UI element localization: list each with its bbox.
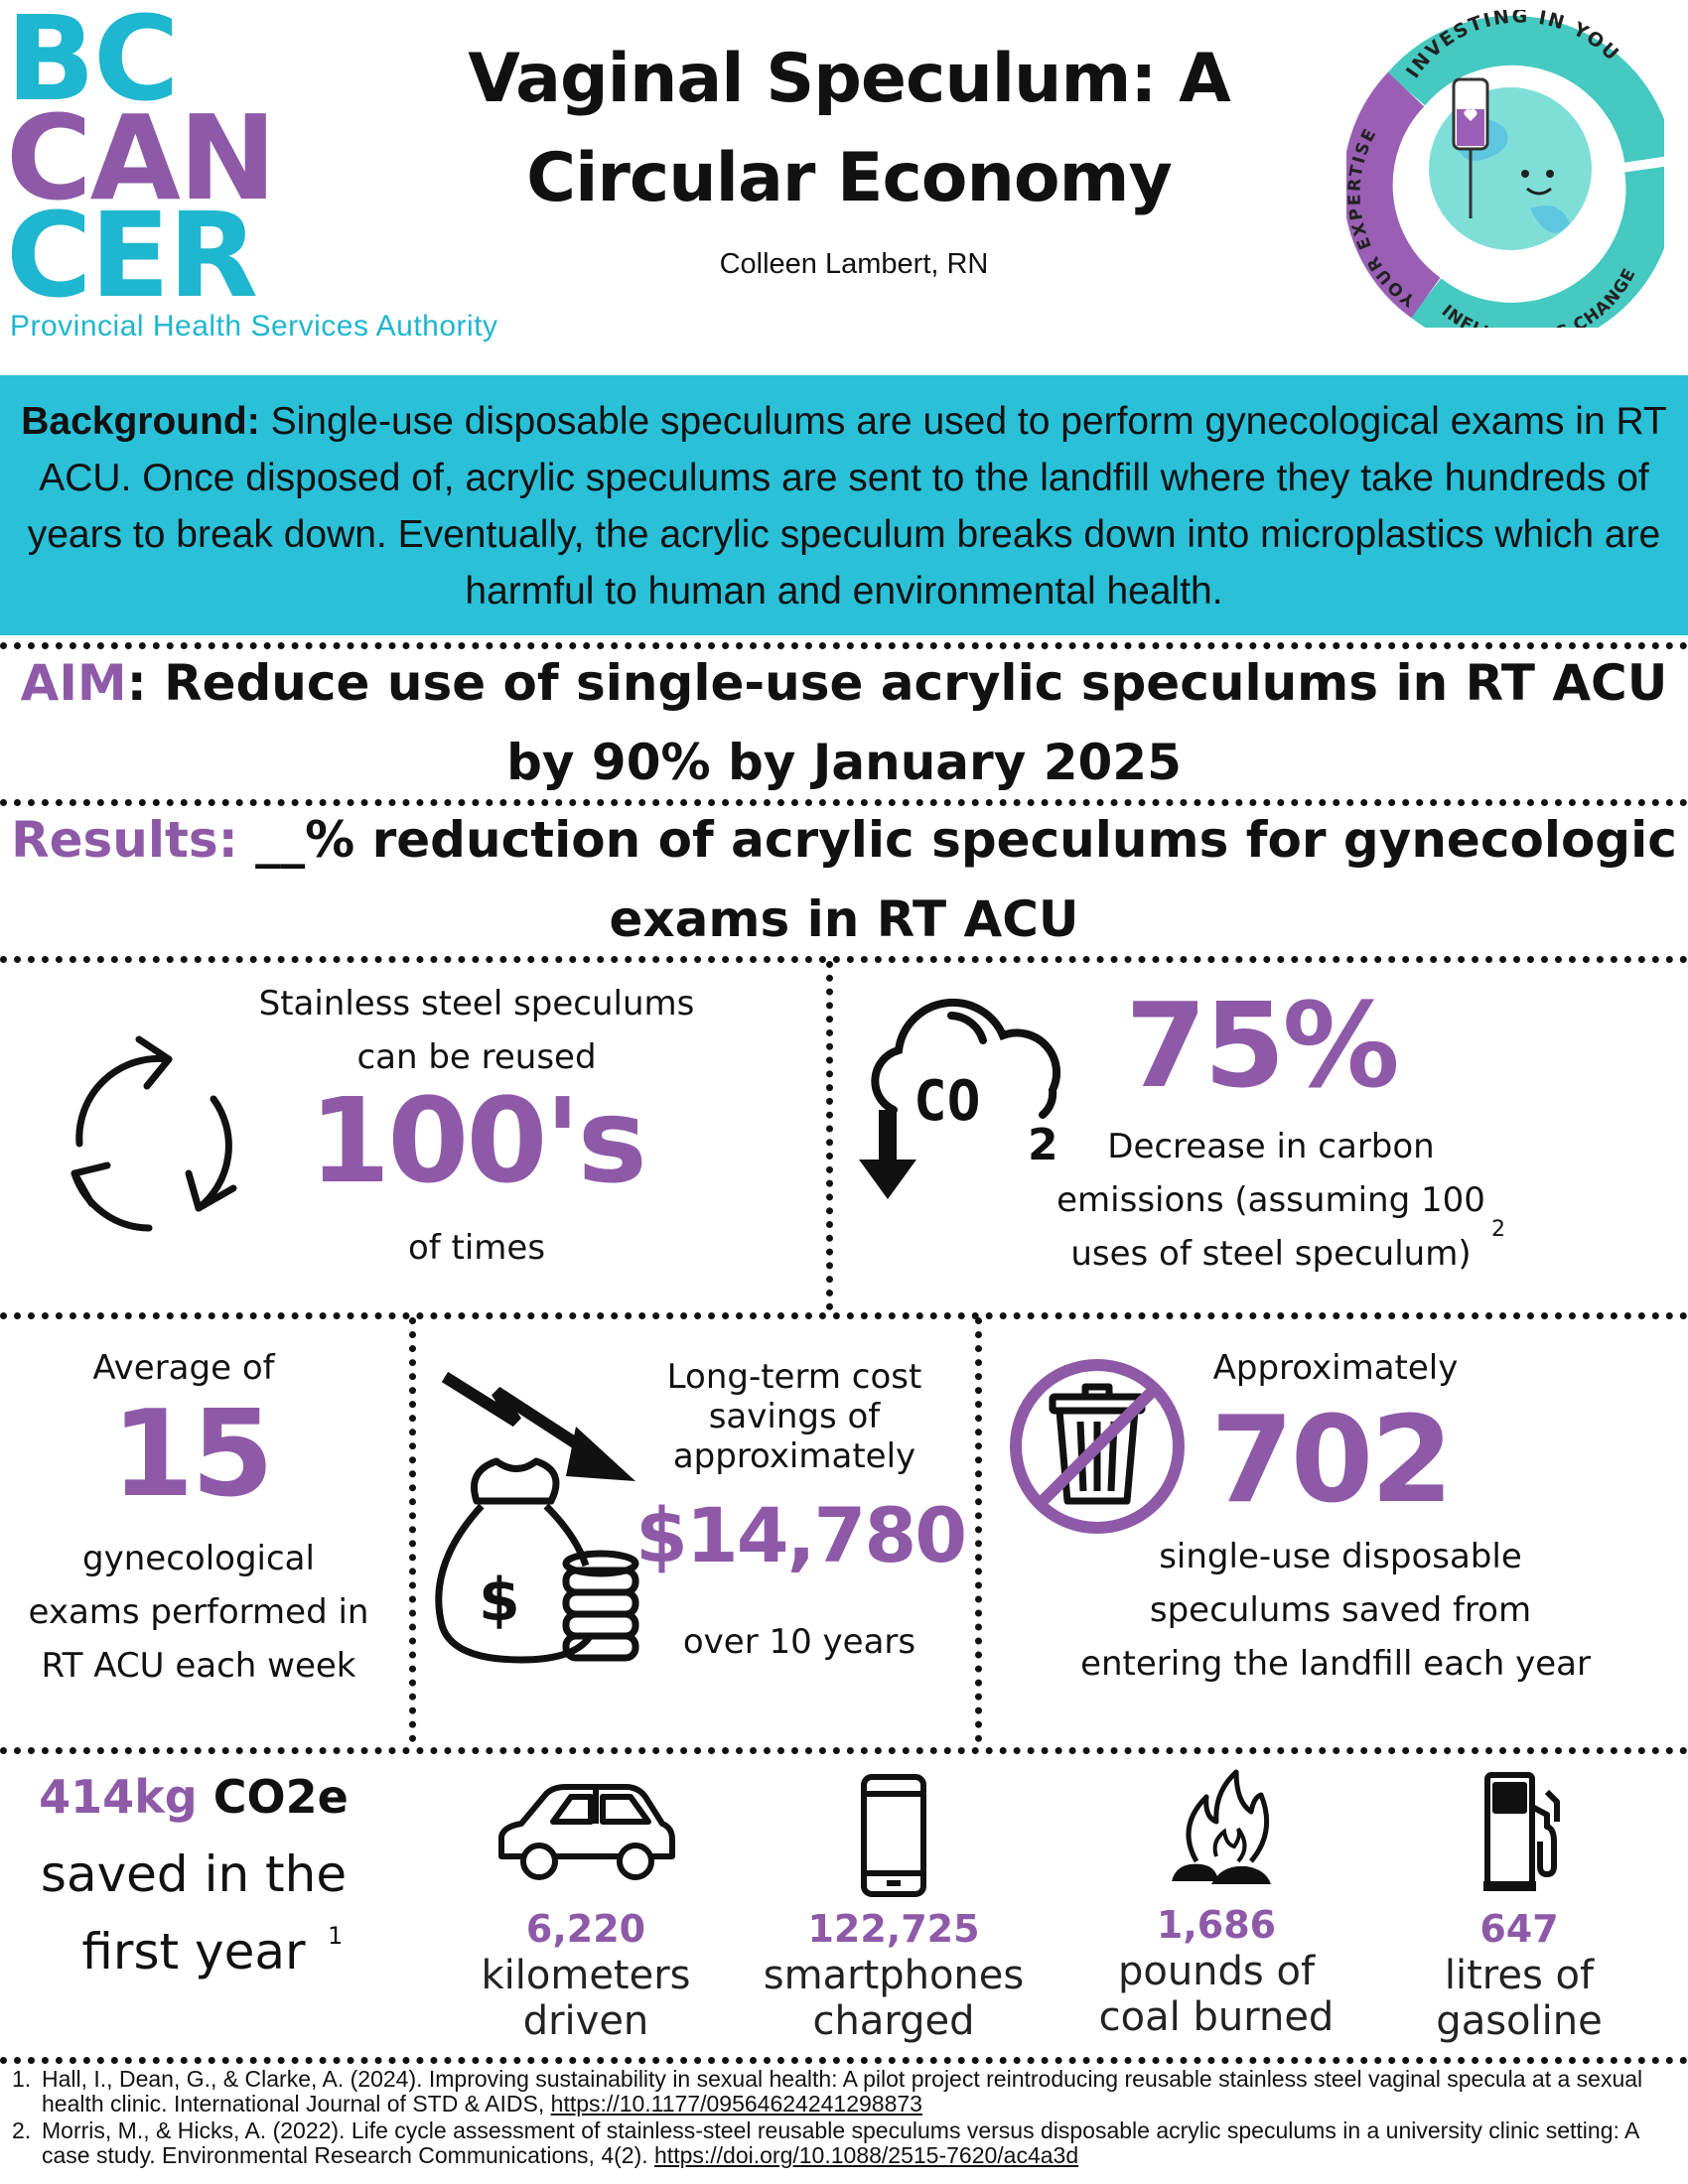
- co2e-line-2: saved in the: [40, 1845, 348, 1903]
- car-icon: [492, 1772, 680, 1901]
- equivalent-driving: [437, 1762, 735, 2050]
- landfill-panel: [983, 1317, 1688, 1742]
- results-text-2: exams in RT ACU: [609, 890, 1079, 948]
- exams-line-2: gynecological: [82, 1539, 315, 1578]
- background-label: Background:: [21, 400, 260, 443]
- reference-citation: Morris, M., & Hicks, A. (2022). Life cycle assessment of stainless-steel reusable speculums versus disposable acrylic speculums in a university clinic setting: A case study. Environmental Research Communications, 4(2).: [42, 2117, 1639, 2168]
- aim-text-2: by 90% by January 2025: [506, 734, 1182, 791]
- reuse-line-1: Stainless steel speculums: [258, 984, 695, 1024]
- equivalent-value: 1,686: [1156, 1903, 1277, 1947]
- reuse-line-2: can be reused: [356, 1037, 597, 1077]
- co2e-line-1: [0, 1767, 387, 1827]
- background-text: [20, 393, 1668, 619]
- investing-in-you-badge: [1346, 10, 1664, 328]
- divider-vertical: [409, 1317, 416, 1742]
- divider: [0, 1747, 1688, 1754]
- exams-line-4: RT ACU each week: [41, 1646, 356, 1686]
- equivalent-label-1: pounds of: [1117, 1949, 1316, 1994]
- cost-line-4: over 10 years: [682, 1622, 916, 1662]
- co2e-unit: CO2e: [197, 1770, 349, 1824]
- reference-link[interactable]: https://10.1177/09564624241298873: [550, 2091, 922, 2116]
- carbon-big: 75%: [1125, 977, 1397, 1114]
- carbon-line-1: Decrease in carbon: [1107, 1127, 1435, 1166]
- results-statement: [0, 800, 1688, 959]
- equivalent-smartphones: [745, 1762, 1043, 2050]
- gas-pump-icon: [1479, 1767, 1569, 1896]
- reference-item: [12, 2118, 1680, 2168]
- logo-line-2: CAN: [6, 89, 275, 226]
- equivalent-label-1: kilometers: [481, 1953, 691, 1998]
- cost-line-3: approximately: [672, 1436, 916, 1476]
- co2e-panel: [0, 1757, 397, 2055]
- equivalent-label-2: charged: [812, 1998, 975, 2044]
- logo-subtitle: Provincial Health Services Authority: [10, 310, 498, 342]
- divider-vertical: [975, 1317, 982, 1742]
- co2-subscript: 2: [1028, 1120, 1058, 1170]
- exams-line-3: exams performed in: [28, 1592, 369, 1632]
- no-trash-icon: [1008, 1357, 1187, 1536]
- coal-fire-icon: [1167, 1767, 1276, 1896]
- equivalent-value: 6,220: [525, 1907, 646, 1951]
- co2e-amount: 414kg: [39, 1770, 198, 1824]
- page-title: [437, 30, 1261, 228]
- reference-text: [42, 2067, 1680, 2116]
- reference-link[interactable]: https://doi.org/10.1088/2515-7620/ac4a3d: [654, 2142, 1079, 2168]
- equivalent-gasoline: [1370, 1762, 1668, 2050]
- cost-big: $14,780: [635, 1491, 966, 1579]
- results-text-1: __% reduction of acrylic speculums for gynecologic: [237, 811, 1677, 869]
- reuse-line-3: of times: [407, 1228, 546, 1268]
- money-bag-symbol: $: [479, 1566, 520, 1635]
- equivalent-label-2: coal burned: [1098, 1994, 1335, 2040]
- aim-text-1: : Reduce use of single-use acrylic speculums in RT ACU: [126, 654, 1668, 712]
- landfill-line-4: entering the landfill each year: [1080, 1644, 1591, 1684]
- reference-citation: Hall, I., Dean, G., & Clarke, A. (2024). Improving sustainability in sexual health: A pilot project reintroducing reusable stainless steel vaginal specula at a sexual health clinic. International Journal of STD & AIDS,: [42, 2066, 1643, 2116]
- exams-line-1: Average of: [92, 1348, 275, 1388]
- title-line-2: Circular Economy: [526, 139, 1172, 217]
- badge-top-text: INVESTING IN YOU: [1401, 10, 1624, 82]
- author: Colleen Lambert, RN: [719, 248, 989, 280]
- reference-number: 1.: [12, 2066, 32, 2092]
- co2e-ref: 1: [328, 1922, 344, 1950]
- carbon-ref: 2: [1491, 1217, 1505, 1242]
- divider: [0, 2057, 1688, 2064]
- equivalent-coal: [1067, 1762, 1365, 2050]
- aim-statement: [0, 643, 1688, 802]
- equivalent-label-1: smartphones: [763, 1953, 1025, 1998]
- reference-text: [42, 2118, 1680, 2168]
- badge-bottom-text: INF CHANGE: [1437, 264, 1640, 328]
- equivalent-label-2: driven: [522, 1998, 649, 2044]
- reference-item: [12, 2067, 1680, 2116]
- reuse-big: 100's: [309, 1072, 644, 1209]
- smartphone-icon: [859, 1772, 928, 1901]
- references: [12, 2067, 1680, 2168]
- co2e-line-3: first year: [81, 1923, 306, 1980]
- exams-panel: [0, 1317, 405, 1742]
- landfill-line-1: Approximately: [1212, 1348, 1459, 1388]
- reference-number: 2.: [12, 2117, 32, 2143]
- equivalent-value: 647: [1479, 1907, 1559, 1951]
- badge-graphic: [1346, 10, 1664, 328]
- cost-panel: [417, 1317, 973, 1742]
- badge-left-text: YOUR EXPERTISE: [1346, 124, 1419, 311]
- carbon-line-2: emissions (assuming 100: [1056, 1180, 1485, 1220]
- landfill-line-2: single-use disposable: [1159, 1537, 1522, 1576]
- equivalent-label-1: litres of: [1444, 1953, 1595, 1998]
- reuse-panel: [0, 961, 822, 1310]
- landfill-line-3: speculums saved from: [1149, 1590, 1532, 1630]
- carbon-line-3: uses of steel speculum): [1070, 1234, 1472, 1274]
- results-label: Results:: [11, 811, 238, 869]
- aim-label: AIM: [20, 654, 127, 712]
- background-body: Single-use disposable speculums are used to perform gynecological exams in RT ACU. Once disposed of, acrylic speculums are sent to the landfill where they take hundreds of years to break down. Eventually, the acrylic speculum breaks down into microplastics which are harmful to human and environmental health.: [27, 400, 1667, 613]
- title-line-1: Vaginal Speculum: A: [468, 40, 1230, 118]
- equivalent-label-2: gasoline: [1436, 1998, 1603, 2044]
- cost-line-1: Long-term cost: [666, 1357, 922, 1397]
- logo-line-1: BC: [6, 0, 178, 127]
- co2-label: CO: [914, 1069, 981, 1134]
- equivalent-value: 122,725: [807, 1907, 980, 1951]
- divider-vertical: [826, 961, 833, 1310]
- logo-line-3: CER: [6, 187, 257, 324]
- exams-big: 15: [111, 1386, 271, 1524]
- landfill-big: 702: [1210, 1392, 1451, 1530]
- cost-line-2: savings of: [708, 1397, 881, 1436]
- money-bag-icon: [427, 1446, 645, 1685]
- carbon-panel: [834, 961, 1688, 1310]
